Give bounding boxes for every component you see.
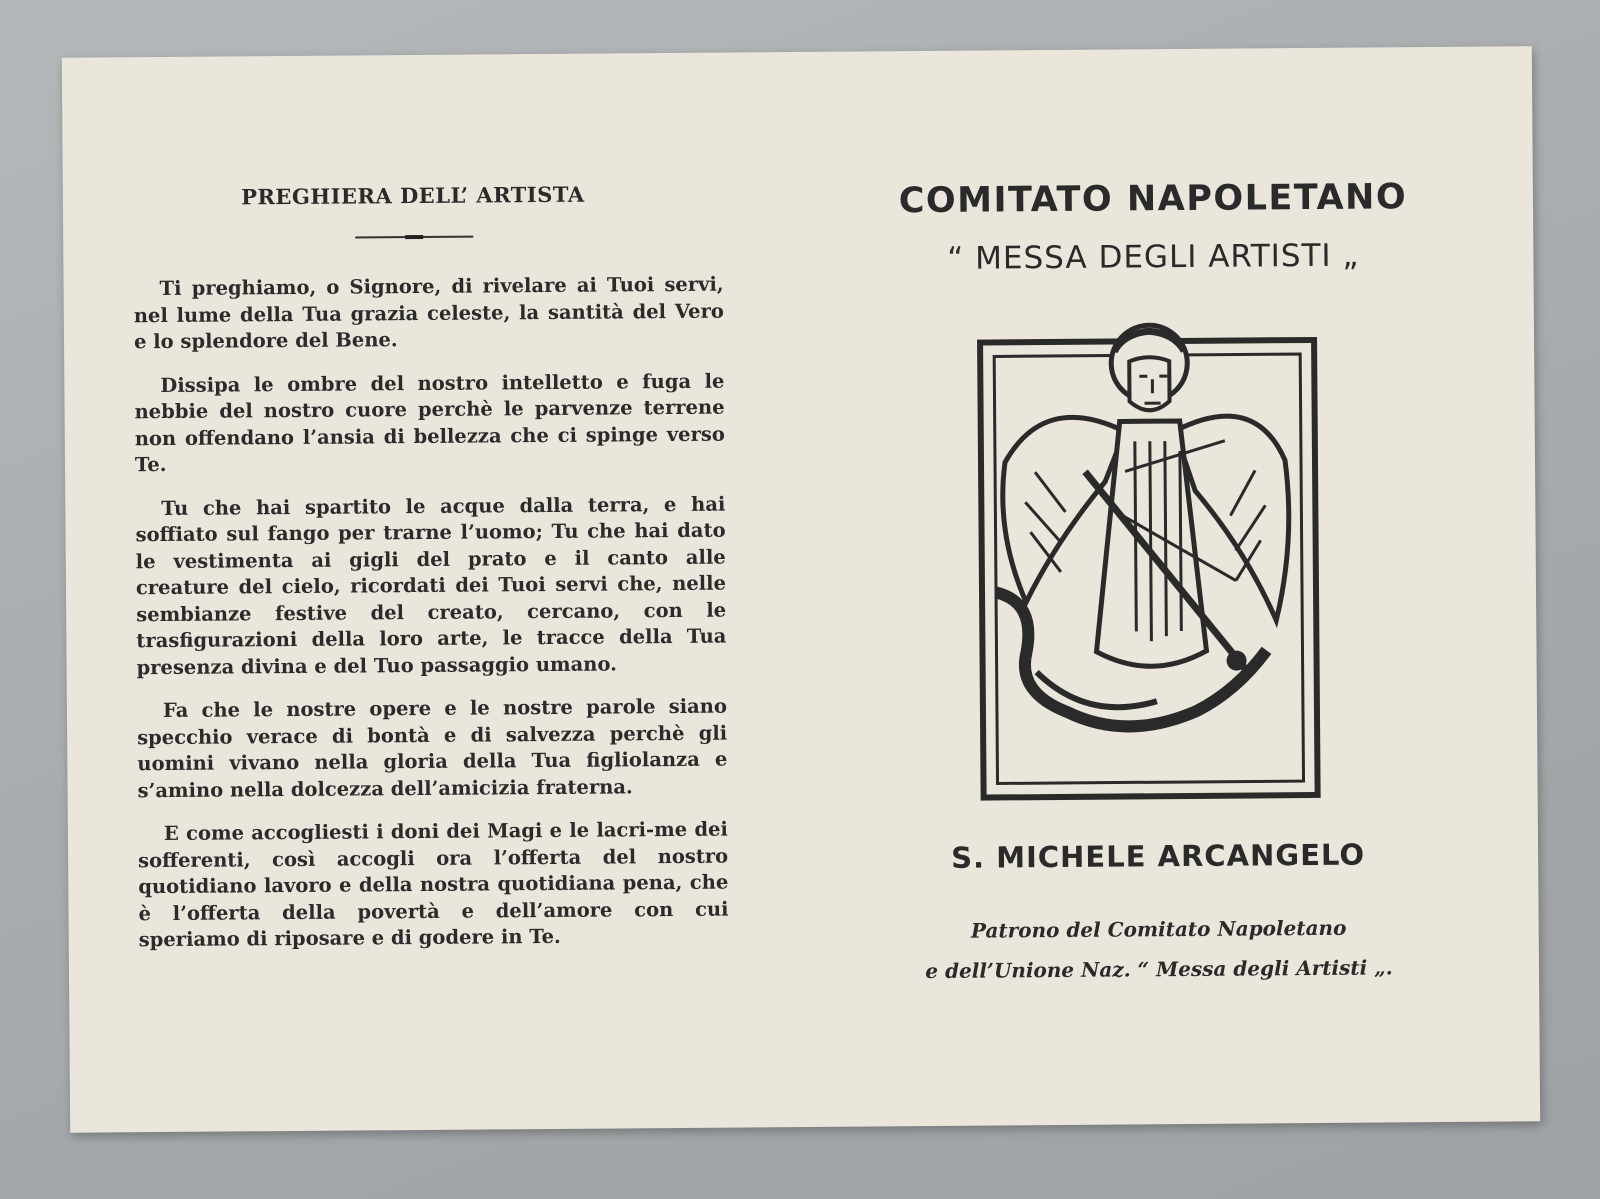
patron-line-1: Patrono del Comitato Napoletano [970,915,1347,943]
prayer-column [133,163,729,954]
prayer-text [134,272,729,954]
patron-caption [899,907,1420,991]
prayer-paragraph: Fa che le nostre opere e le nostre parole siano specchio verace di bontà e di salvezza perchè gli uomini vivano nella gloria della Tua figliolanza e s’amino nella dolcezza dell’amicizia fraterna. [137,694,728,802]
prayer-paragraph: Dissipa le ombre del nostro intelletto e fuga le nebbie del nostro cuore perchè le parvenze terrene non offendano l’ansia di bellezza che ci spinge verso Te. [134,369,725,477]
prayer-paragraph: Tu che hai spartito le acque dalla terra, e hai soffiato sul fango per trarne l’uomo; Tu che hai dato le vestimenta ai gigli del prato e il canto alle creature del cielo, ricordati dei Tuoi servi che, nelle sembianze festive del creato, cercano, con le trasfigurazioni della loro arte, le tracce della Tua presenza divina e del Tuo passaggio umano. [135,492,727,679]
prayer-paragraph: E come accogliesti i doni dei Magi e le lacri-me dei sofferenti, così accogli ora l’offerta del nostro quotidiano lavoro e della nostra quotidiana pena, che è l’offerta della povertà e dell’amore con cui speriamo di riposare e di godere in Te. [138,817,729,952]
prayer-paragraph: Ti preghiamo, o Signore, di rivelare ai Tuoi servi, nel lume della Tua grazia celeste, la santità del Vero e lo splendore del Bene. [133,272,724,354]
prayer-title: PREGHIERA DELL’ ARTISTA [241,181,585,210]
committee-title: COMITATO NAPOLETANO [898,177,1408,222]
prayer-card [62,46,1540,1133]
cover-column [892,47,1420,1126]
saint-name: S. MICHELE ARCANGELO [951,837,1366,875]
patron-line-2: e dell’Unione Naz. “ Messa degli Artisti „. [925,955,1393,984]
committee-subtitle: “ MESSA DEGLI ARTISTI „ [947,237,1360,277]
archangel-woodcut-image [974,320,1328,803]
title-divider [355,236,473,239]
